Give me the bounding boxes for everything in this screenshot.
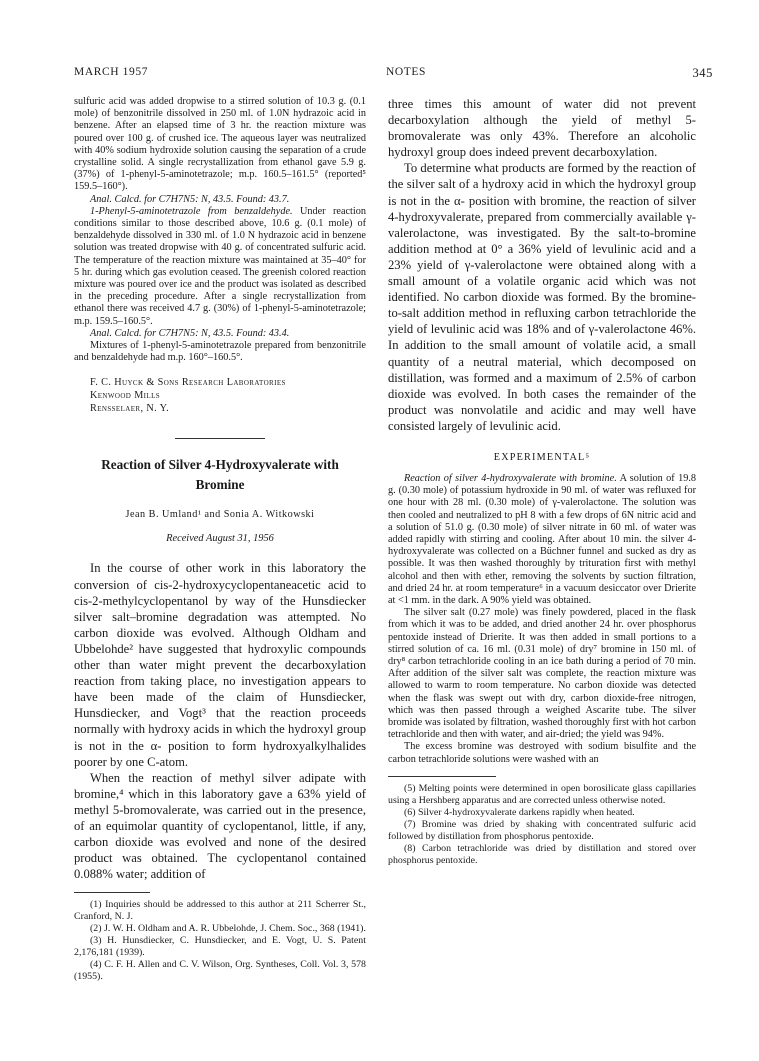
footnote: (6) Silver 4-hydroxyvalerate darkens rapidly when heated.	[404, 806, 635, 818]
experimental-paragraph-2: The silver salt (0.27 mole) was finely powdered, placed in the flask from which it was to be added, and dried another 24 hr. over phosphorus pentoxide instead of Drierite. It was then added in small portions to a stirred solution of ca. 16 ml. (0.31 mole) of dry⁷ bromine in 150 ml. of dry⁸ carbon tetrachloride cooling in an ice bath during a period of 70 min. After addition of the silver salt was complete, the reaction mixture was allowed to warm to room temperature. No carbon dioxide was detected when the flask was swept out with dry, carbon dioxide-free nitrogen, which was then passed through a weighed Ascarite tube. The silver bromide was isolated by filtration, washed thoroughly first with hot carbon tetrachloride and then with water, and air-dried; the yield was 94%.	[388, 607, 696, 741]
received-date: Received August 31, 1956	[166, 533, 274, 545]
footnote-divider	[388, 776, 496, 777]
carry-paragraph: sulfuric acid was added dropwise to a stirred solution of 10.3 g. (0.1 mole) of benzonitrile dissolved in 250 ml. of 1.0N hydrazoic acid in benzene. After an elapsed time of 3 hr. the reaction mixture was poured over 100 g. of crushed ice. The aqueous layer was neutralized with 40% sodium hydroxide solution causing the separation of a crude crystalline solid. A single recrystallization from ethanol gave 5.9 g. (37%) of 1-phenyl-5-aminotetrazole; m.p. 160.5–161.5° (reported⁵ 159.5–160°).	[74, 96, 366, 193]
footnote: (3) H. Hunsdiecker, C. Hunsdiecker, and E. Vogt, U. S. Patent 2,176,181 (1939).	[74, 935, 366, 959]
procedure-benzaldehyde	[74, 206, 366, 328]
experimental-paragraph-3: The excess bromine was destroyed with sodium bisulfite and the carbon tetrachloride solutions were washed with an	[388, 741, 696, 765]
body-paragraph-3: three times this amount of water did not prevent decarboxylation although the yield of methyl 5-bromovalerate was only 43%. Therefore an alcoholic hydroxyl group does indeed prevent decarboxylation.	[388, 97, 696, 160]
footnote: (4) C. F. H. Allen and C. V. Wilson, Org. Syntheses, Coll. Vol. 3, 578 (1955).	[74, 959, 366, 983]
footnote: (8) Carbon tetrachloride was dried by distillation and stored over phosphorus pentoxide.	[388, 842, 696, 866]
right-column	[388, 96, 696, 867]
footnote: (2) J. W. H. Oldham and A. R. Ubbelohde, J. Chem. Soc., 368 (1941).	[90, 923, 366, 935]
experimental-paragraph-1	[388, 473, 696, 607]
article-title	[74, 455, 366, 495]
header-section: NOTES	[386, 66, 427, 78]
running-header	[74, 66, 713, 82]
section-divider	[175, 438, 265, 439]
footnote-divider	[74, 892, 150, 893]
body-paragraph-4: To determine what products are formed by the reaction of the silver salt of a hydroxy acid in which the hydroxyl group is not in the α- position with bromine, the reaction of silver 4-hydroxyvalerate, prepared from commercially available γ-valerolactone, was investigated. By the salt-to-bromine addition method at 0° a 36% yield of levulinic acid and a 23% yield of γ-valerolactone were obtained along with a small amount of a volatile organic acid which was not identified. No carbon dioxide was formed. By the bromine-to-salt addition method in refluxing carbon tetrachloride the yield of levulinic acid was 18% and of γ-valerolactone 46%. In addition to the small amount of volatile acid, a small quantity of a neutral material, which decomposed on distillation, was formed and a maximum of 2.5% of carbon dioxide was evolved. In both cases the remainder of the product was nonvolatile and acidic and may well have consisted largely of levulinic acid.	[388, 161, 696, 433]
footnote: (1) Inquiries should be addressed to this author at 211 Scherrer St., Cranford, N. J.	[74, 899, 366, 923]
analysis-line-2: Anal. Calcd. for C7H7N5: N, 43.5. Found: 43.4.	[90, 327, 290, 339]
article-title-line-1: Reaction of Silver 4-Hydroxyvalerate with	[101, 457, 339, 473]
header-date: MARCH 1957	[74, 66, 149, 78]
experimental-heading: EXPERIMENTAL⁵	[493, 451, 591, 463]
left-column	[74, 96, 366, 983]
footnote: (5) Melting points were determined in open borosilicate glass capillaries using a Hershberg apparatus and are corrected unless otherwise noted.	[388, 782, 696, 806]
page-number: 345	[692, 66, 713, 80]
authors-line: Jean B. Umland¹ and Sonia A. Witkowski	[125, 509, 315, 521]
affiliation-block	[74, 376, 366, 415]
body-paragraph-2: When the reaction of methyl silver adipate with bromine,⁴ which in this laboratory gave a 63% yield of methyl 5-bromovalerate, was carried out in the presence, of an equimolar quantity of cyclopentanol, little, if any, carbon dioxide was evolved and none of the desired product was obtained. The cyclopentanol contained 0.088% water; addition of	[74, 770, 366, 882]
body-paragraph-1: In the course of other work in this laboratory the conversion of cis-2-hydroxycyclopentaneacetic acid to cis-2-methylcyclopentanol by way of the Hunsdiecker silver salt–bromine degradation was attempted. No carbon dioxide was evolved. Although Oldham and Ubbelohde² have suggested that hydroxylic compounds other than water might prevent the decarboxylation reaction from taking place, no investigation appears to have been made of the claim of Hunsdiecker, Hunsdiecker, and Vogt³ that the reaction proceeds normally with hydroxy acids in which the hydroxyl group is not in the α- position to form hydroxyalkylhalides poorer by one C-atom.	[74, 561, 366, 769]
mixtures-paragraph: Mixtures of 1-phenyl-5-aminotetrazole prepared from benzonitrile and benzaldehyde had m.p. 160°–160.5°.	[74, 340, 366, 364]
procedure-subhead: 1-Phenyl-5-aminotetrazole from benzaldehyde.	[90, 205, 293, 217]
affiliation-line: Kenwood Mills	[90, 390, 161, 402]
affiliation-line: F. C. Huyck & Sons Research Laboratories	[90, 377, 286, 389]
analysis-line-1: Anal. Calcd. for C7H7N5: N, 43.5. Found: 43.7.	[90, 193, 290, 205]
procedure-text: Under reaction conditions similar to those described above, 10.6 g. (0.1 mole) of benzaldehyde dissolved in 330 ml. of 1.0 N hydrazoic acid in benzene solution was treated dropwise with 40 g. of concentrated sulfuric acid. The temperature of the reaction mixture was maintained at 35–40° for 5 hr. during which gas evolution ceased. The greenish colored reaction mixture was poured over ice and the product was isolated as described in the preceding procedure. After a single recrystallization from ethanol there was received 4.7 g. (30%) of 1-phenyl-5-aminotetrazole; m.p. 159.5–160.5°.	[74, 205, 366, 327]
article-title-line-2: Bromine	[195, 477, 245, 493]
footnote: (7) Bromine was dried by shaking with concentrated sulfuric acid followed by distillation from phosphorus pentoxide.	[388, 818, 696, 842]
experimental-text: A solution of 19.8 g. (0.30 mole) of potassium hydroxide in 90 ml. of water was refluxed for one hour with 28 ml. (0.30 mole) of γ-valerolactone. The solution was then cooled and neutralized to pH 8 with a few drops of 6N nitric acid and a solution of 51.0 g. (0.30 mole) of silver nitrate in 60 ml. of water was added rapidly with stirring and cooling. After about 10 min. the silver 4-hydroxyvalerate was collected on a Büchner funnel and sucked as dry as possible. It was then washed thoroughly by trituration first with methyl alcohol and then with ether, removing the solvents by suction filtration, and dried 24 hr. at room temperature⁶ in a vacuum desiccator over Drierite at <1 mm. in the dark. A 90% yield was obtained.	[388, 472, 697, 606]
experimental-subhead: Reaction of silver 4-hydroxyvalerate with bromine.	[404, 472, 617, 484]
affiliation-line: Rensselaer, N. Y.	[90, 403, 170, 415]
